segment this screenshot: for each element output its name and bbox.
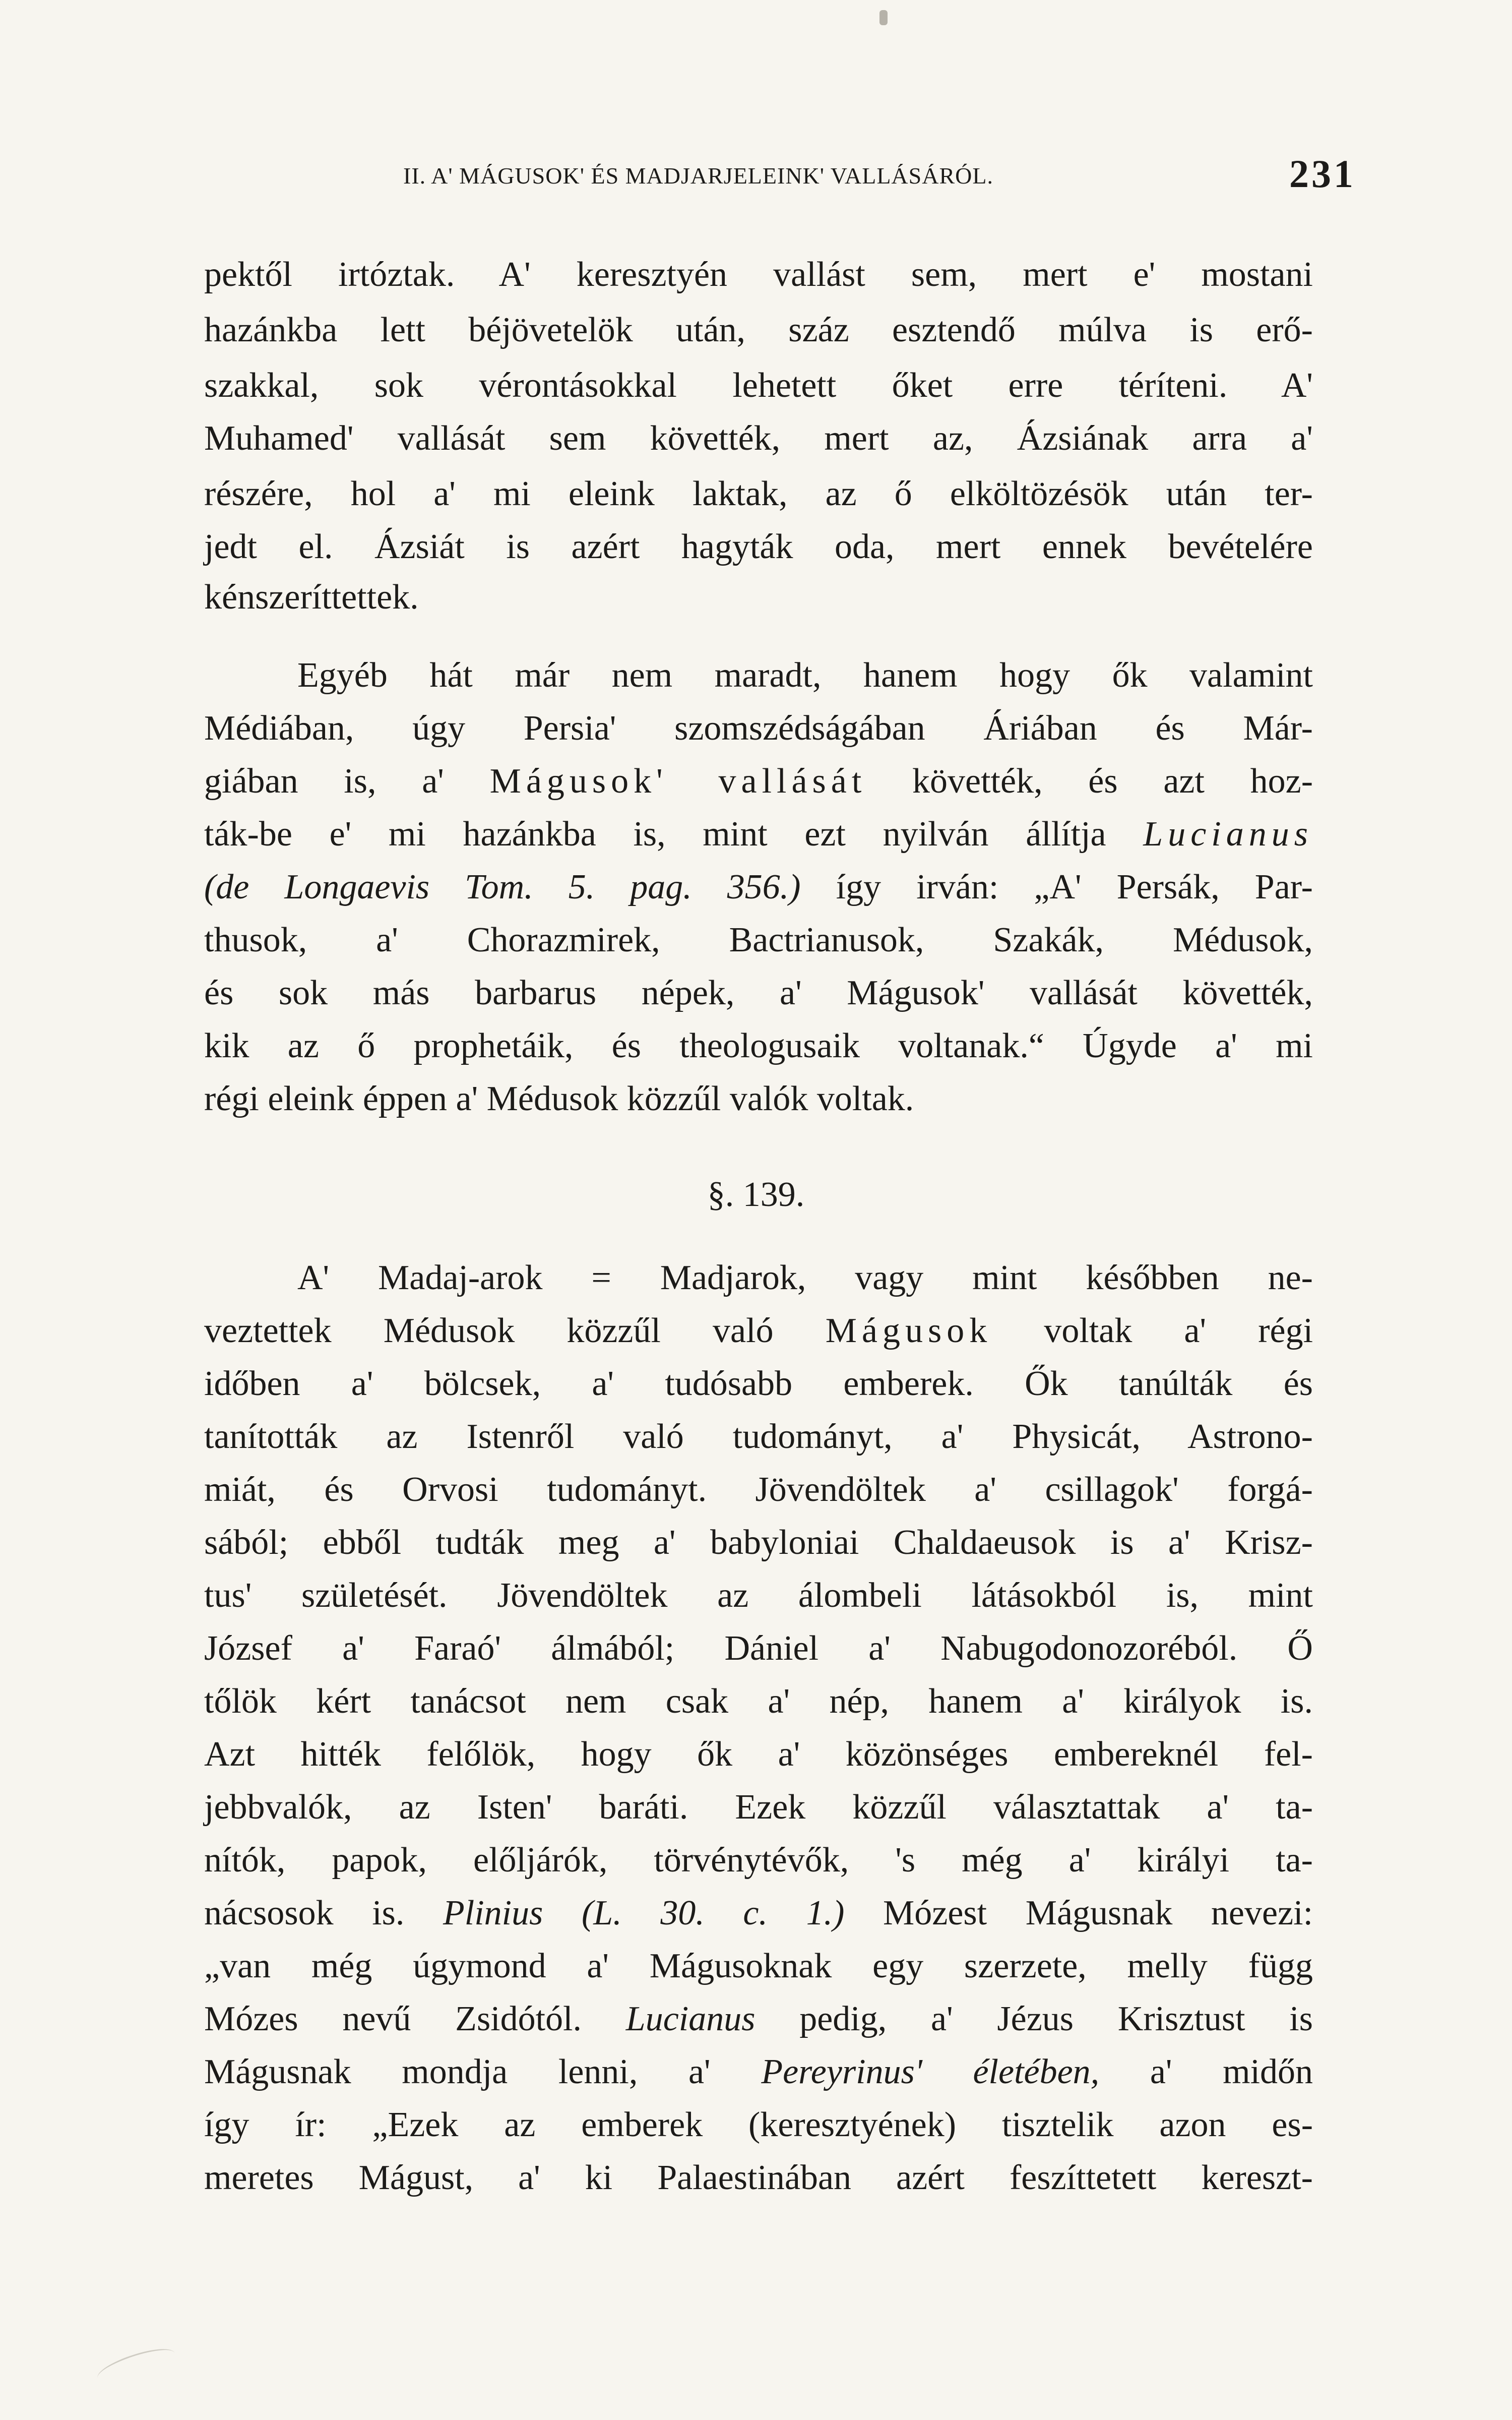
work-title: Pereyrinus' életében, <box>761 2052 1100 2091</box>
text-line: szakkal, sok vérontásokkal lehetett őket erre téríteni. A' <box>204 366 1313 405</box>
text-segment: nácsosok is. <box>204 1894 405 1932</box>
text-line: József a' Faraó' álmából; Dániel a' Nabugodonozoréból. Ő <box>204 1629 1313 1668</box>
text-line: miát, és Orvosi tudományt. Jövendöltek a' csillagok' forgá- <box>204 1470 1313 1509</box>
text-segment: követték, és azt hoz- <box>912 762 1313 801</box>
text-line: kénszeríttettek. <box>204 578 419 617</box>
text-line: hazánkba lett béjövetelök után, száz esztendő múlva is erő- <box>204 311 1313 349</box>
ink-speck <box>879 10 888 25</box>
text-segment: pedig, a' Jézus Krisztust is <box>799 2000 1313 2038</box>
text-line: tus' születését. Jövendöltek az álombeli látásokból is, mint <box>204 1576 1313 1615</box>
text-line: Azt hitték felőlök, hogy ők a' közönséges embereknél fel- <box>204 1735 1313 1774</box>
citation: (de Longaevis Tom. 5. pag. 356.) <box>204 868 801 906</box>
page-header <box>403 151 1356 207</box>
text-line: meretes Mágust, a' ki Palaestinában azért feszíttetett kereszt- <box>204 2158 1313 2197</box>
text-line: időben a' bölcsek, a' tudósabb emberek. Ők tanúlták és <box>204 1364 1313 1403</box>
text-segment: így irván: „A' Persák, Par- <box>836 868 1313 906</box>
text-line: sából; ebből tudták meg a' babyloniai Chaldaeusok is a' Krisz- <box>204 1523 1313 1562</box>
text-line <box>204 1303 1313 1359</box>
text-line <box>204 807 1313 862</box>
text-line: régi eleink éppen a' Médusok közzűl valók voltak. <box>204 1079 914 1118</box>
text-line: jedt el. Ázsiát is azért hagyták oda, mert ennek bevételére <box>204 527 1313 566</box>
text-line: tanították az Istenről való tudományt, a' Physicát, Astrono- <box>204 1417 1313 1456</box>
text-line: Egyéb hát már nem maradt, hanem hogy ők valamint <box>297 656 1313 695</box>
text-line <box>204 860 1313 915</box>
text-line: pektől irtóztak. A' keresztyén vallást sem, mert e' mostani <box>204 255 1313 294</box>
text-line <box>204 1886 1313 1941</box>
text-segment: Mágusnak mondja lenni, a' <box>204 2052 711 2091</box>
text-line: tőlök kért tanácsot nem csak a' nép, hanem a' királyok is. <box>204 1682 1313 1721</box>
text-segment: ták-be e' mi hazánkba is, mint ezt nyilván állítja <box>204 815 1106 854</box>
author-name: Lucianus <box>625 2000 755 2038</box>
text-line: kik az ő prophetáik, és theologusaik voltanak.“ Úgyde a' mi <box>204 1026 1313 1065</box>
text-line: részére, hol a' mi eleink laktak, az ő elköltözésök után ter- <box>204 474 1313 513</box>
text-line: Médiában, úgy Persia' szomszédságában Áriában és Már- <box>204 709 1313 748</box>
text-segment: giában is, a' <box>204 762 444 801</box>
pencil-mark <box>94 2342 177 2388</box>
text-line <box>204 754 1313 809</box>
text-line: „van még úgymond a' Mágusoknak egy szerzete, melly függ <box>204 1947 1313 1985</box>
text-line: Muhamed' vallását sem követték, mert az, Ázsiának arra a' <box>204 419 1313 458</box>
text-line: és sok más barbarus népek, a' Mágusok' vallását követték, <box>204 974 1313 1012</box>
text-segment: a' midőn <box>1150 2052 1313 2091</box>
section-heading: §. 139. <box>707 1175 805 1214</box>
text-segment: voltak a' régi <box>1044 1311 1313 1350</box>
running-title: II. A' MÁGUSOK' ÉS MADJARJELEINK' VALLÁSÁRÓL. <box>403 163 993 189</box>
text-segment: veztettek Médusok közzűl való <box>204 1311 774 1350</box>
text-line <box>204 2044 1313 2100</box>
text-line <box>204 1991 1313 2047</box>
text-line: thusok, a' Chorazmirek, Bactrianusok, Szakák, Médusok, <box>204 921 1313 959</box>
text-line: így ír: „Ezek az emberek (keresztyének) tisztelik azon es- <box>204 2105 1313 2144</box>
page-number: 231 <box>1289 152 1356 196</box>
emphasized-term: Mágusok <box>825 1311 992 1350</box>
citation: Plinius (L. 30. c. 1.) <box>443 1894 845 1932</box>
emphasized-term: Mágusok' vallását <box>489 762 867 801</box>
author-name: Lucianus <box>1143 815 1313 854</box>
text-segment: Mózest Mágusnak nevezi: <box>883 1894 1313 1932</box>
text-line: A' Madaj-arok = Madjarok, vagy mint későbben ne- <box>297 1258 1313 1297</box>
text-segment: Mózes nevű Zsidótól. <box>204 2000 582 2038</box>
text-line: nítók, papok, előljárók, törvénytévők, 's még a' királyi ta- <box>204 1841 1313 1880</box>
text-line: jebbvalók, az Isten' baráti. Ezek közzűl választattak a' ta- <box>204 1788 1313 1827</box>
